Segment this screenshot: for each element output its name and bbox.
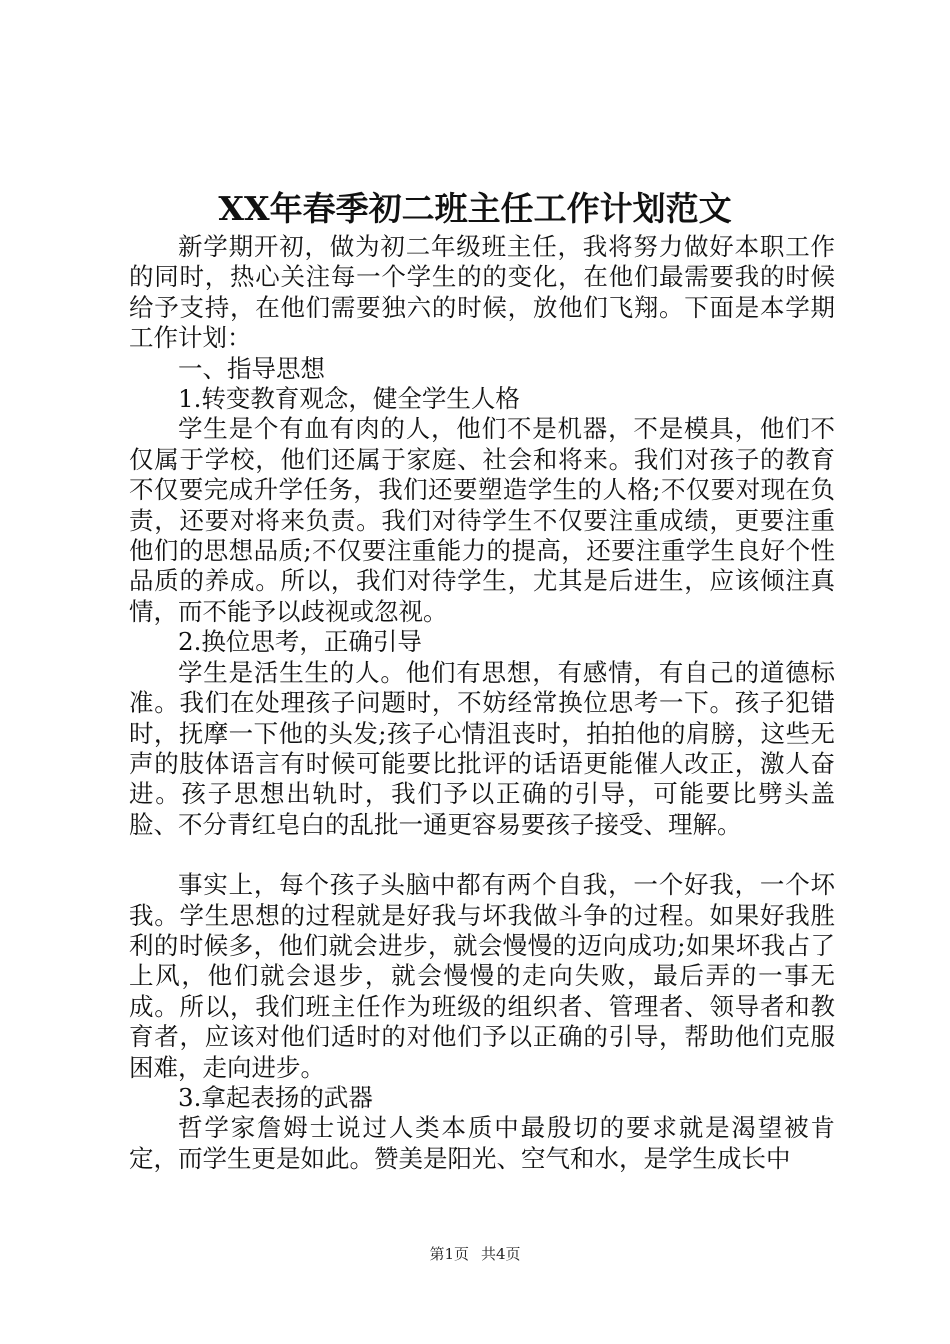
intro-paragraph: 新学期开初，做为初二年级班主任，我将努力做好本职工作的同时，热心关注每一个学生的的变化，在他们最需要我的时候给予支持，在他们需要独六的时候，放他们飞翔。下面是本学期工作计划： xyxy=(129,232,835,353)
subheading-3: 3.拿起表扬的武器 xyxy=(178,1082,373,1112)
paragraph-4: 哲学家詹姆士说过人类本质中最殷切的要求就是渴望被肯定，而学生更是如此。赞美是阳光、空气和水，是学生成长中 xyxy=(129,1113,835,1173)
document-body xyxy=(129,232,835,1174)
page-footer xyxy=(0,1244,950,1264)
paragraph-1: 学生是个有血有肉的人，他们不是机器，不是模具，他们不仅属于学校，他们还属于家庭、社会和将来。我们对孩子的教育不仅要完成升学任务，我们还要塑造学生的人格;不仅要对现在负责，还要对将来负责。我们对待学生不仅要注重成绩，更要注重他们的思想品质;不仅要注重能力的提高，还要注重学生良好个性品质的养成。所以，我们对待学生，尤其是后进生，应该倾注真情，而不能予以歧视或忽视。 xyxy=(129,414,835,626)
section-heading-guiding-thought: 一、指导思想 xyxy=(178,353,325,383)
document-title: XX年春季初二班主任工作计划范文 xyxy=(218,189,732,228)
subheading-1: 1.转变教育观念，健全学生人格 xyxy=(178,384,520,414)
subheading-2: 2.换位思考，正确引导 xyxy=(178,627,422,657)
page-number: 第1页 xyxy=(429,1245,469,1263)
paragraph-3: 事实上，每个孩子头脑中都有两个自我，一个好我，一个坏我。学生思想的过程就是好我与坏我做斗争的过程。如果好我胜利的时候多，他们就会进步，就会慢慢的迈向成功;如果坏我占了上风，他们就会退步，就会慢慢的走向失败，最后弄的一事无成。所以，我们班主任作为班级的组织者、管理者、领导者和教育者，应该对他们适时的对他们予以正确的引导，帮助他们克服困难，走向进步。 xyxy=(129,870,835,1082)
page-total: 共4页 xyxy=(481,1245,521,1263)
paragraph-2: 学生是活生生的人。他们有思想，有感情，有自己的道德标准。我们在处理孩子问题时，不妨经常换位思考一下。孩子犯错时，抚摩一下他的头发;孩子心情沮丧时，拍拍他的肩膀，这些无声的肢体语言有时候可能要比批评的话语更能催人改正，激人奋进。孩子思想出轨时，我们予以正确的引导，可能要比劈头盖脸、不分青红皂白的乱批一通更容易要孩子接受、理解。 xyxy=(129,657,835,839)
